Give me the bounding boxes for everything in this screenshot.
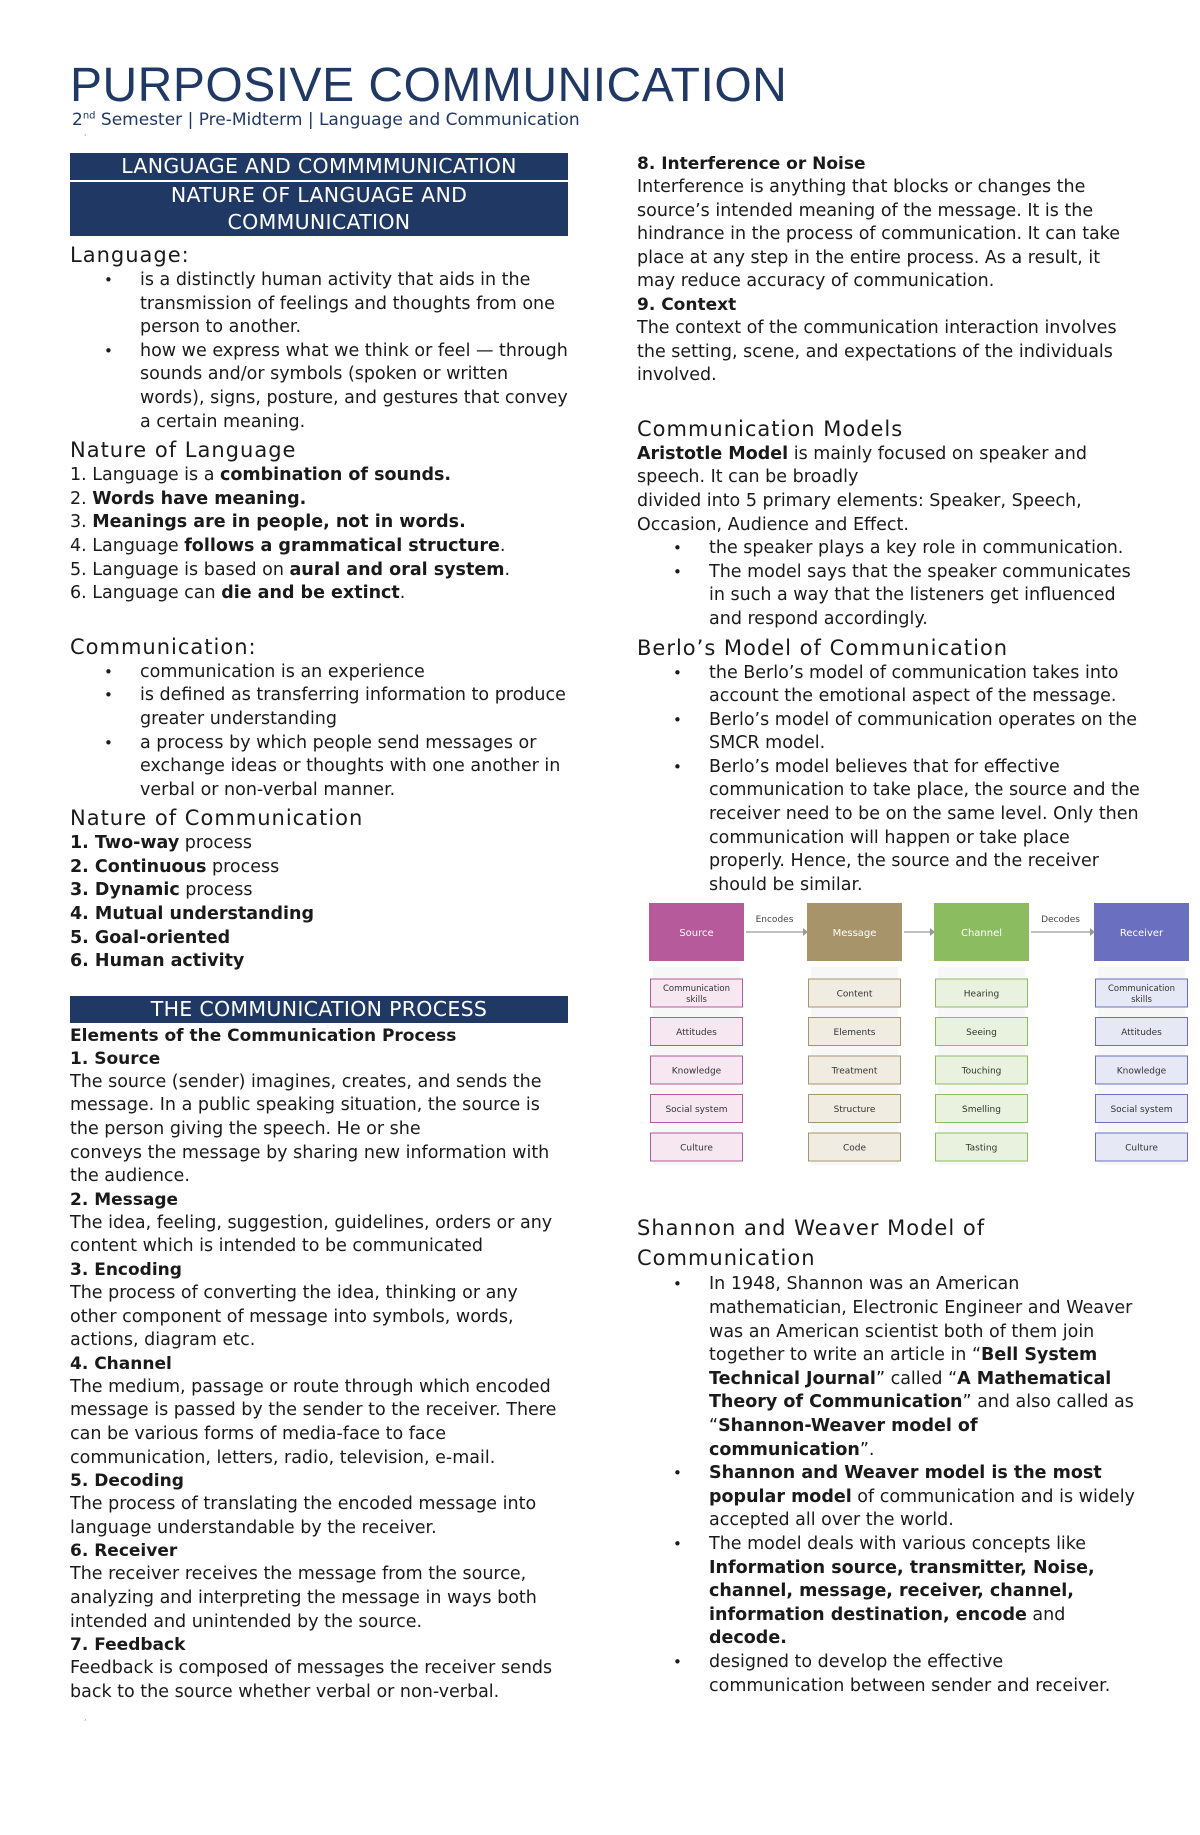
- diagram-cell-label: Treatment: [831, 1066, 878, 1077]
- list-item: • the Berlo’s model of communication takes into account the emotional aspect of the message.: [709, 662, 1142, 709]
- list-item: 6. Language can die and be extinct.: [70, 583, 406, 604]
- diagram-cell-label: Social system: [1110, 1105, 1173, 1116]
- section-banner: NATURE OF LANGUAGE AND COMMUNICATION: [70, 182, 568, 236]
- list-item: • The model deals with various concepts like Information source, transmitter, Noise, channel, message, receiver, channel, information destination, encode and decode.: [709, 1533, 1142, 1651]
- berlo-list: [637, 662, 1142, 898]
- list-item: 3. Meanings are in people, not in words.: [70, 512, 466, 533]
- diagram-header-label: Channel: [960, 928, 1003, 940]
- shannon-heading: Shannon and Weaver Model of Communication: [637, 1216, 986, 1271]
- page-title: PURPOSIVE COMMUNICATION: [70, 59, 788, 112]
- element-item: 2. Message The idea, feeling, suggestion, guidelines, orders or any content which is intended to be communicated: [70, 1189, 553, 1257]
- diagram-cell-label: Tasting: [965, 1143, 998, 1154]
- diagram-header-label: Source: [679, 928, 714, 940]
- list-item: 5. Goal-oriented: [70, 927, 231, 948]
- right-column: [637, 153, 1175, 1698]
- list-item: • The model says that the speaker communicates in such a way that the listeners get influenced and respond accordingly.: [709, 561, 1142, 632]
- nature-communication-list: [70, 832, 568, 974]
- list-item: • the speaker plays a key role in communication.: [709, 537, 1142, 561]
- diagram-cell-label: Communication: [663, 984, 730, 995]
- list-item: 6. Human activity: [70, 951, 245, 972]
- diagram-cell-label: Touching: [961, 1066, 1002, 1077]
- element-item: 6. Receiver The receiver receives the message from the source, analyzing and interpreting the message in ways both intended and unintended by the source.: [70, 1541, 537, 1632]
- list-item: 2. Words have meaning.: [70, 488, 307, 509]
- list-item: • is defined as transferring information to produce greater understanding: [140, 684, 568, 731]
- list-item: • Berlo’s model believes that for effective communication to take place, the source and the receiver need to be on the same level. Only then communication will happen or take place properly. Hence, the source and the receiver should be similar.: [709, 756, 1142, 898]
- diagram-cell-label: Smelling: [962, 1105, 1001, 1116]
- element-item: 1. Source The source (sender) imagines, creates, and sends the message. In a public speaking situation, the source is the person giving the speech. He or she conveys the message by sharing new information with the audience.: [70, 1048, 550, 1187]
- nature-language-heading: Nature of Language: [70, 438, 297, 463]
- diagram-cell-label: Knowledge: [671, 1066, 722, 1077]
- shannon-list: [637, 1273, 1142, 1698]
- list-item: • a process by which people send messages or exchange ideas or thoughts with one another in verbal or non-verbal manner.: [140, 732, 568, 803]
- diagram-cell-label: Content: [836, 989, 873, 1000]
- diagram-cell-label: Culture: [1125, 1143, 1158, 1154]
- list-item: 4. Language follows a grammatical structure.: [70, 535, 506, 556]
- diagram-cell-label: Attitudes: [676, 1028, 717, 1039]
- list-item: 2. Continuous process: [70, 856, 280, 877]
- diagram-header-label: Message: [832, 928, 877, 940]
- context-title: 9. Context: [637, 294, 737, 315]
- diagram-cell-label: Elements: [833, 1028, 876, 1039]
- list-item: 1. Language is a combination of sounds.: [70, 465, 452, 486]
- diagram-cell-label: Hearing: [963, 989, 1000, 1000]
- list-item: • how we express what we think or feel — through sounds and/or symbols (spoken or written words), signs, posture, and gestures that convey a certain meaning.: [140, 340, 568, 434]
- nature-communication-heading: Nature of Communication: [70, 806, 364, 831]
- models-heading: Communication Models: [637, 416, 904, 441]
- interference-text: Interference is anything that blocks or changes the source’s intended meaning of the message. It is the hindrance in the process of communication. It can take place at any step in the entire process. As a result, it may reduce accuracy of communication.: [637, 177, 1121, 292]
- diagram-cell-label: Structure: [833, 1105, 876, 1116]
- element-item: 5. Decoding The process of translating the encoded message into language understandable by the receiver.: [70, 1471, 537, 1538]
- diagram-cell-label: Attitudes: [1121, 1028, 1162, 1039]
- context-text: The context of the communication interaction involves the setting, scene, and expectations of the individuals involved.: [637, 317, 1117, 386]
- nature-language-list: [70, 464, 568, 606]
- diagram-cell-label: Knowledge: [1116, 1066, 1167, 1077]
- page-mark: ,: [84, 1713, 87, 1722]
- diagram-cell-label: skills: [1131, 995, 1152, 1006]
- diagram-cell-label: Culture: [680, 1143, 713, 1154]
- list-item: 5. Language is based on aural and oral system.: [70, 559, 511, 580]
- list-item: • is a distinctly human activity that aids in the transmission of feelings and thoughts from one person to another.: [140, 269, 568, 340]
- aristotle-text: Aristotle Model is mainly focused on speaker and speech. It can be broadly: [637, 443, 1087, 488]
- list-item: • Berlo’s model of communication operates on the SMCR model.: [709, 709, 1142, 756]
- list-item: • designed to develop the effective communication between sender and receiver.: [709, 1651, 1142, 1698]
- page-subtitle: 2nd Semester | Pre-Midterm | Language and Communication: [72, 110, 580, 130]
- berlo-heading: Berlo’s Model of Communication: [637, 635, 1009, 660]
- smcr-diagram: [649, 903, 1189, 1168]
- section-banner: THE COMMUNICATION PROCESS: [70, 996, 568, 1023]
- page-mark: ,: [84, 128, 87, 137]
- diagram-cell-label: Social system: [665, 1105, 728, 1116]
- element-item: 4. Channel The medium, passage or route through which encoded message is passed by the sender to the receiver. There can be various forms of media-face to face communication, letters, radio, television, e-mail.: [70, 1353, 557, 1468]
- left-column: [70, 153, 568, 1704]
- element-item: 3. Encoding The process of converting the idea, thinking or any other component of message into symbols, words, actions, diagram etc.: [70, 1260, 518, 1351]
- list-item: 3. Dynamic process: [70, 880, 253, 901]
- list-item: • communication is an experience: [140, 661, 568, 685]
- interference-title: 8. Interference or Noise: [637, 154, 866, 174]
- diagram-header-label: Receiver: [1119, 928, 1164, 940]
- list-item: • In 1948, Shannon was an American mathematician, Electronic Engineer and Weaver was an American scientist both of them join together to write an article in “Bell System Technical Journal” called “A Mathematical Theory of Communication” and also called as “Shannon-Weaver model of communication”.: [709, 1273, 1142, 1462]
- list-item: • Shannon and Weaver model is the most popular model of communication and is widely accepted all over the world.: [709, 1462, 1142, 1533]
- language-heading: Language:: [70, 243, 190, 267]
- diagram-cell-label: Seeing: [966, 1028, 997, 1039]
- communication-list: [70, 661, 568, 803]
- section-banner: LANGUAGE AND COMMMMUNICATION: [70, 153, 568, 180]
- diagram-cell-label: Code: [842, 1143, 867, 1154]
- element-item: 7. Feedback Feedback is composed of messages the receiver sends back to the source whether verbal or non-verbal.: [70, 1635, 553, 1702]
- list-item: 4. Mutual understanding: [70, 904, 315, 925]
- aristotle-list: [637, 537, 1142, 631]
- language-list: [70, 269, 568, 434]
- diagram-arrow-label: Decodes: [1041, 915, 1080, 926]
- elements-heading: Elements of the Communication Process: [70, 1025, 457, 1046]
- diagram-cell-label: skills: [686, 995, 707, 1006]
- aristotle-text-2: divided into 5 primary elements: Speaker, Speech, Occasion, Audience and Effect.: [637, 490, 1082, 535]
- diagram-cell-label: Communication: [1108, 984, 1175, 995]
- diagram-arrow-label: Encodes: [755, 915, 794, 926]
- communication-heading: Communication:: [70, 634, 257, 659]
- list-item: 1. Two-way process: [70, 833, 253, 854]
